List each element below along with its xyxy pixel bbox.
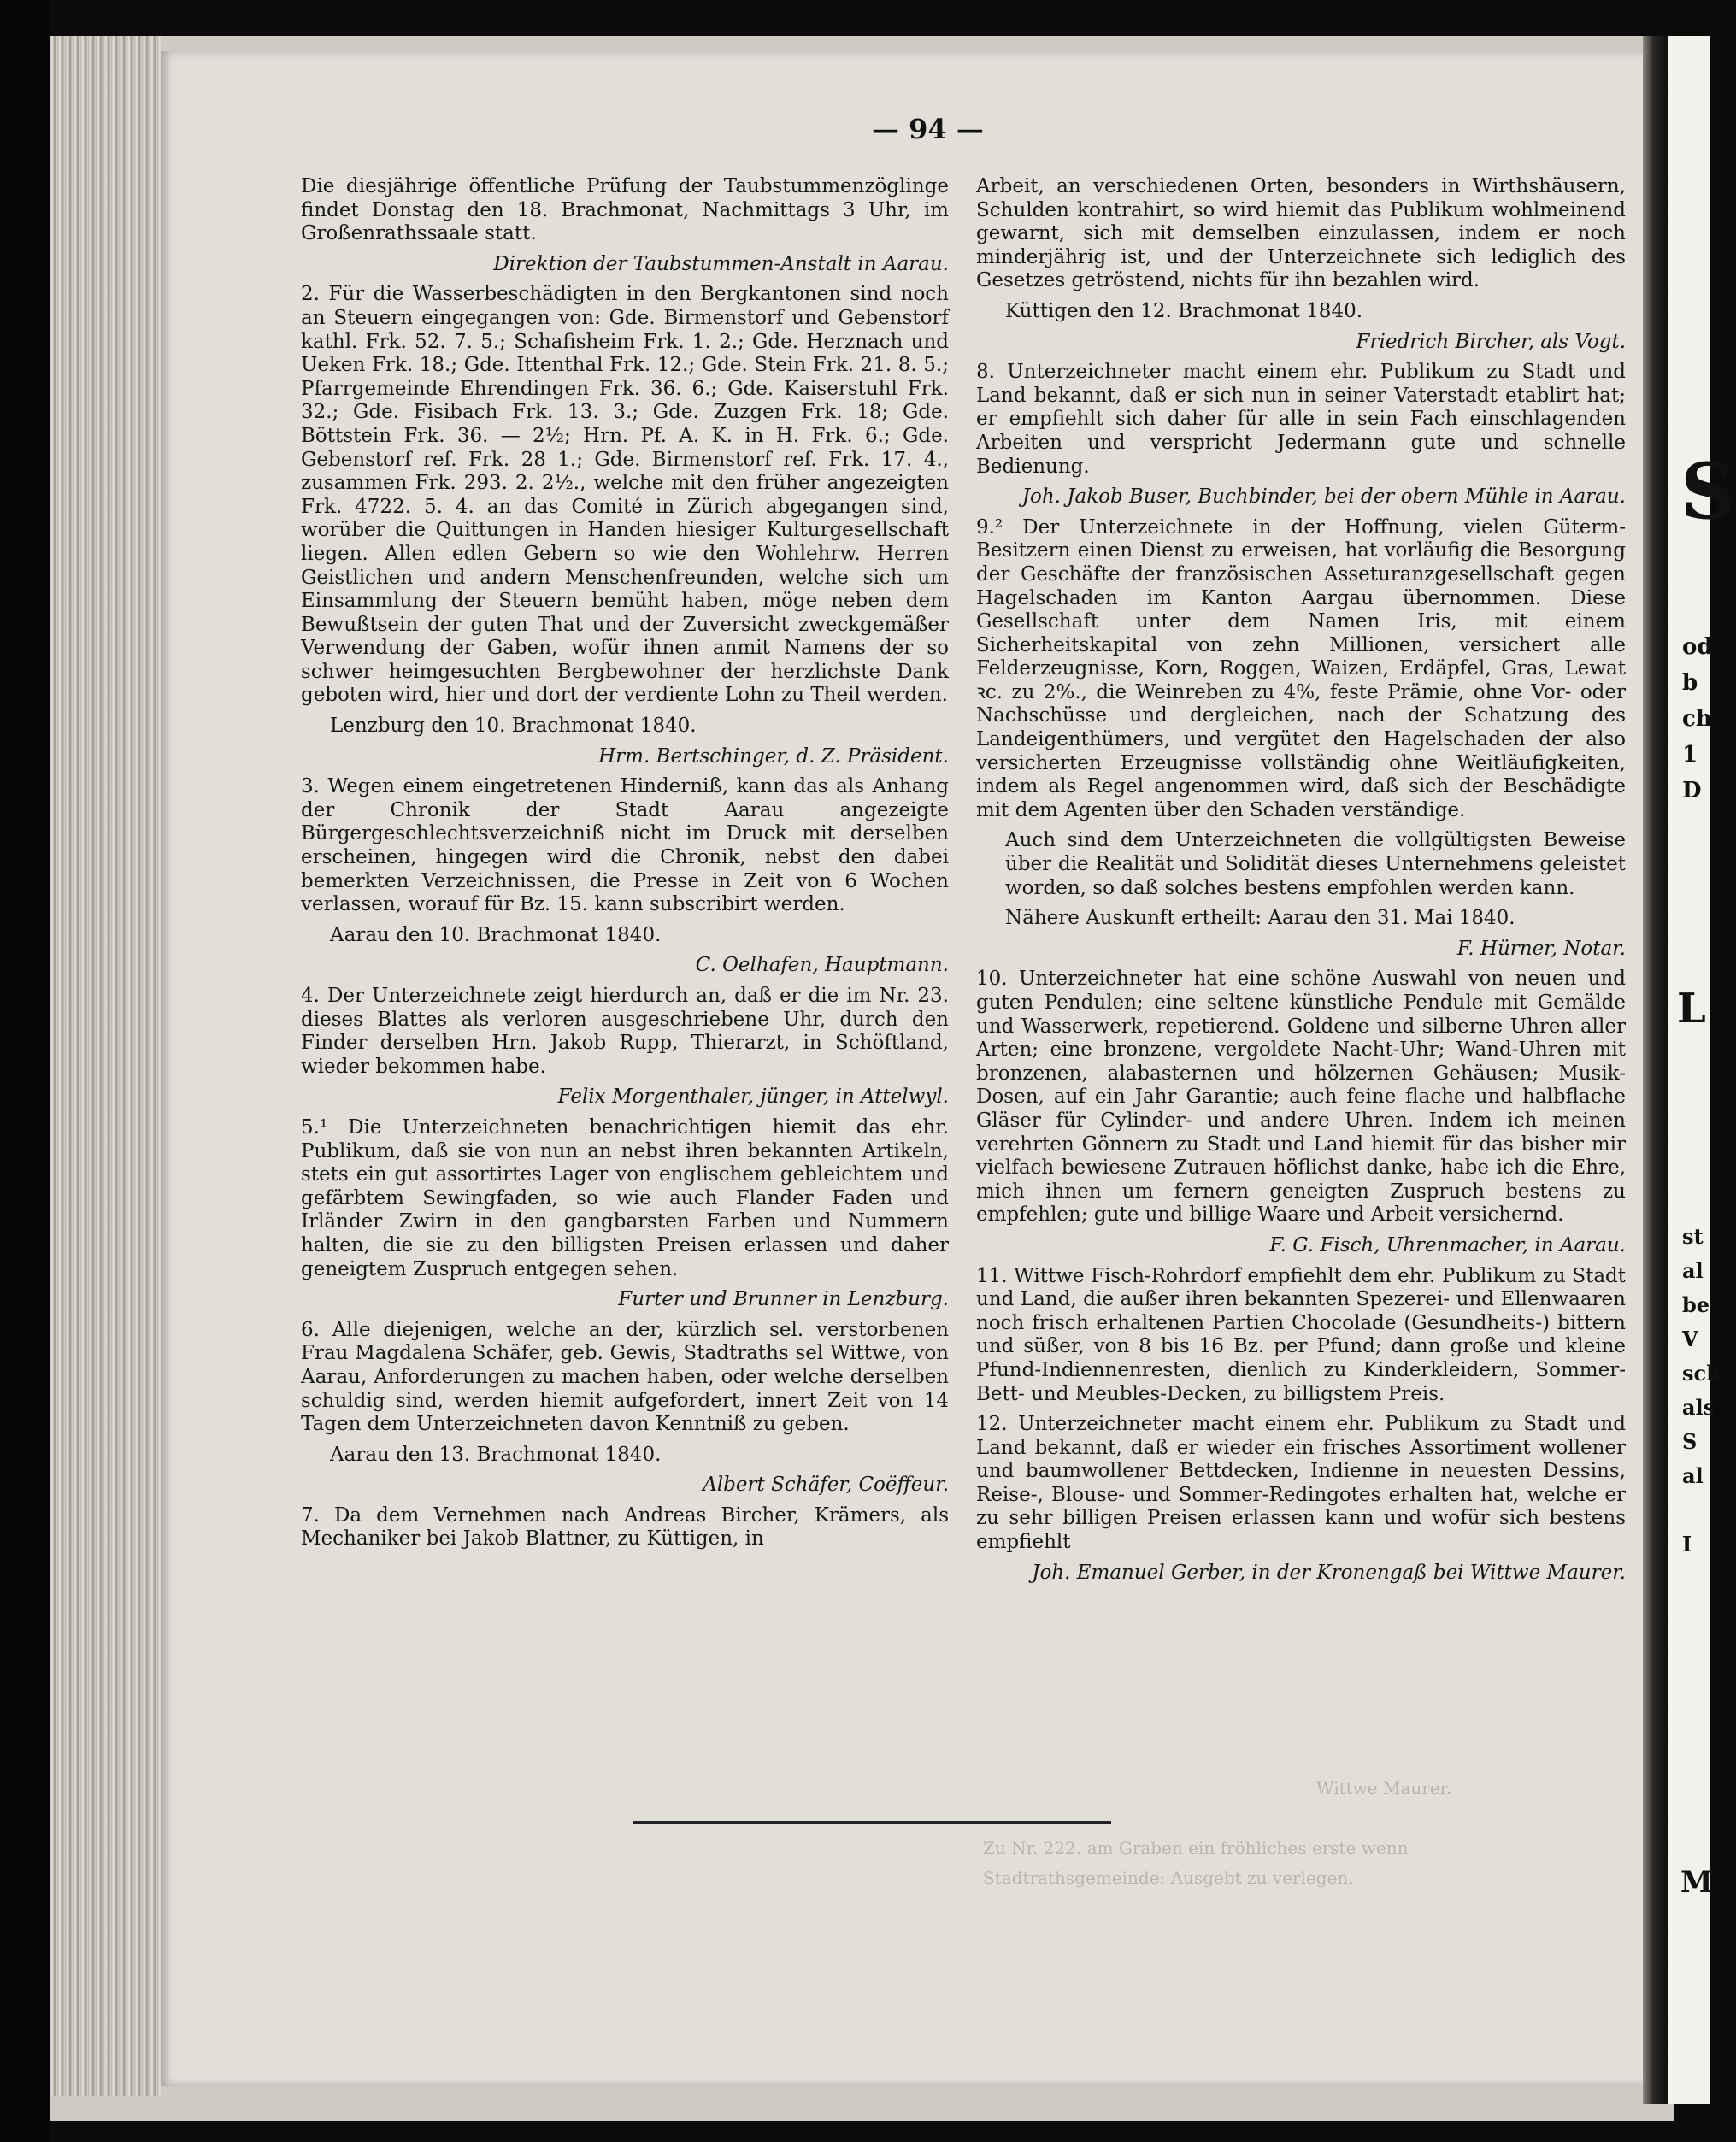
signature: C. Oelhafen, Hauptmann. (695, 954, 949, 977)
notice-8: 8. Unterzeichneter macht einem ehr. Publikum zu Stadt und Land bekannt, daß er sich nun in seiner Vaterstadt etablirt hat; er empfiehlt sich daher für alle in sein Fach einschlagenden Arbeiten und verspricht Jedermann gute und schnelle Bedienung. (976, 361, 1626, 478)
signature: Friedrich Bircher, als Vogt. (1356, 330, 1626, 353)
facing-page-letter: sch (1682, 1361, 1721, 1386)
dateline: Nähere Auskunft ertheilt: Aarau den 31. Mai 1840. (1005, 907, 1515, 930)
notice-7-continued: Arbeit, an verschiedenen Orten, besonders in Wirthshäusern, Schulden kontrahirt, so wird hiemit das Publikum wohlmeinend gewarnt, sich mit demselben einzulassen, indem er noch minderjährig ist, und der Unterzeichnete sich lediglich des Gesetzes getröstend, nichts für ihn bezahlen wird. (976, 175, 1626, 292)
signature: Joh. Emanuel Gerber, in der Kronengaß bei Wittwe Maurer. (1032, 1561, 1626, 1584)
facing-page-letter: be (1682, 1292, 1710, 1317)
page-number: — 94 — (872, 113, 984, 145)
facing-page-letter: als (1682, 1395, 1715, 1420)
facing-page-fragment (1668, 36, 1736, 2104)
notice-10: 10. Unterzeichneter hat eine schöne Auswahl von neuen und guten Pendulen; eine seltene künstliche Pendule mit Gemälde und Wasserwerk, repetierend. Goldene und silberne Uhren aller Arten; eine bronzene, vergoldete Nacht-Uhr; Wand-Uhren mit bronzenen, alabasternen und hölzernen Gehäusen; Musik-Dosen, auf ein Jahr Garantie; auch feine flache und halbflache Gläser für Cylinder- und andere Uhren. Indem ich meinen verehrten Gönnern zu Stadt und Land hiemit für das bisher mir vielfach bewiesene Zutrauen höflichst danke, habe ich die Ehre, mich ihnen um fernern geneigten Zuspruch bestens zu empfehlen; gute und billige Waare und Arbeit versichernd. (976, 968, 1626, 1227)
facing-page-letter: I (1682, 1532, 1692, 1556)
notice-exam: Die diesjährige öffentliche Prüfung der Taubstummenzöglinge findet Donstag den 18. Brachmonat, Nachmittags 3 Uhr, im Großenrathssaale statt. (301, 175, 949, 245)
facing-page-letter: ch (1682, 706, 1712, 732)
facing-page-letter: b (1682, 670, 1698, 696)
notice-9-addendum: Auch sind dem Unterzeichneten die vollgültigsten Beweise über die Realität und Solidität dieses Unternehmens geleistet worden, so daß solches bestens empfohlen werden kann. (1005, 829, 1626, 899)
facing-page-letter: D (1682, 778, 1702, 803)
facing-page-letter: od (1682, 634, 1713, 660)
book-gutter (1643, 36, 1668, 2104)
facing-page-letter: al (1682, 1463, 1704, 1488)
signature: F. G. Fisch, Uhrenmacher, in Aarau. (1269, 1233, 1626, 1256)
scan-border-left (0, 0, 50, 2142)
signature: Direktion der Taubstummen-Anstalt in Aarau. (493, 252, 949, 275)
notice-7: 7. Da dem Vernehmen nach Andreas Bircher, Krämers, als Mechaniker bei Jakob Blattner, zu Küttigen, in (301, 1504, 949, 1551)
facing-page-letter: M (1680, 1865, 1713, 1899)
notice-11: 11. Wittwe Fisch-Rohrdorf empfiehlt dem ehr. Publikum zu Stadt und Land, die außer ihren bekannten Spezerei- und Ellenwaaren noch frisch erhaltenen Partien Chocolade (Gesundheits-) bittern und süßer, von 8 bis 16 Bz. per Pfund; dann große und kleine Pfund-Indiennenresten, dienlich zu Kinderkleidern, Sommer-Bett- und Meubles-Decken, zu billigstem Preis. (976, 1264, 1626, 1405)
notice-9: 9.² Der Unterzeichnete in der Hoffnung, vielen Güterm-Besitzern einen Dienst zu erweisen, hat vorläufig die Besorgung der Geschäfte der französischen Asseturanzgesellschaft gegen Hagelschaden im Kanton Aargau übernommen. Diese Gesellschaft unter dem Namen Iris, mit einem Sicherheitskapital von zehn Millionen, versichert alle Felderzeugnisse, Korn, Roggen, Waizen, Erdäpfel, Gras, Lewat ꝛc. zu 2%., die Weinreben zu 4%, feste Prämie, ohne Vor- oder Nachschüsse und dergleichen, nach der Schatzung des Landeigenthümers, und vergütet den Hagelschaden der also versicherten Erzeugnisse vollständig ohne Weitläufigkeiten, indem als Regel angenommen wird, daß sich der Beschädigte mit dem Agenten über den Schaden verständige. (976, 515, 1626, 821)
facing-page-letter: S (1682, 1429, 1698, 1454)
bleed-through-text: Zu Nr. 222. am Graben ein fröhliches erste wenn (983, 1838, 1409, 1858)
dateline: Küttigen den 12. Brachmonat 1840. (1005, 299, 1363, 322)
dateline: Aarau den 10. Brachmonat 1840. (330, 923, 662, 946)
signature: Joh. Jakob Buser, Buchbinder, bei der obern Mühle in Aarau. (1021, 485, 1626, 509)
facing-page-letter: st (1682, 1224, 1704, 1249)
bleed-through-text: Wittwe Maurer. (1316, 1778, 1452, 1798)
dateline: Aarau den 13. Brachmonat 1840. (330, 1443, 662, 1466)
notice-12: 12. Unterzeichneter macht einem ehr. Publikum zu Stadt und Land bekannt, daß er wieder ein frisches Assortiment wollener und baumwollener Bettdecken, Indienne in neuesten Dessins, Reise-, Blouse- und Sommer-Redingotes erhalten hat, welche er zu sehr billigen Preisen erlassen kann und wofür sich bestens empfiehlt (976, 1413, 1626, 1554)
notice-5: 5.¹ Die Unterzeichneten benachrichtigen hiemit das ehr. Publikum, daß sie von nun an nebst ihren bekannten Artikeln, stets ein gut assortirtes Lager von englischem gebleichtem und gefärbtem Sewingfaden, so wie auch Flander Faden und Irländer Zwirn in den gangbarsten Farben und Nummern halten, die sie zu den billigsten Preisen erlassen und daher geneigtem Zuspruch entgegen sehen. (301, 1115, 949, 1280)
facing-page-letter: L (1677, 985, 1706, 1033)
signature: Furter und Brunner in Lenzburg. (618, 1288, 949, 1311)
page-stack-edges (50, 36, 161, 2096)
horizontal-rule (633, 1821, 1111, 1824)
notice-6: 6. Alle diejenigen, welche an der, kürzlich sel. verstorbenen Frau Magdalena Schäfer, geb. Gewis, Stadtraths sel Wittwe, von Aarau, Anforderungen zu machen haben, oder welche derselben schuldig sind, werden hiemit aufgefordert, innert Zeit von 14 Tagen dem Unterzeichneten davon Kenntniß zu geben. (301, 1318, 949, 1436)
facing-page-letter: V (1682, 1327, 1698, 1351)
signature: F. Hürner, Notar. (1456, 937, 1626, 960)
right-column (976, 175, 1626, 1592)
signature: Albert Schäfer, Coëffeur. (703, 1474, 949, 1497)
notice-3: 3. Wegen einem eingetretenen Hinderniß, kann das als Anhang der Chronik der Stadt Aarau angezeigte Bürgergeschlechtsverzeichniß nicht im Druck mit derselben erscheinen, hingegen wird die Chronik, nebst den dabei bemerkten Verzeichnissen, die Presse in Zeit von 6 Wochen verlassen, worauf für Bz. 15. kann subscribirt werden. (301, 775, 949, 916)
left-column (301, 175, 949, 1558)
facing-page-letter: 1 (1682, 742, 1698, 768)
bleed-through-text: Stadtrathsgemeinde: Ausgebt zu verlegen. (983, 1868, 1354, 1888)
signature: Hrm. Bertschinger, d. Z. Präsident. (598, 744, 949, 768)
signature: Felix Morgenthaler, jünger, in Attelwyl. (557, 1086, 949, 1109)
notice-4: 4. Der Unterzeichnete zeigt hierdurch an, daß er die im Nr. 23. dieses Blattes als verloren ausgeschriebene Uhr, durch den Finder derselben Hrn. Jakob Rupp, Thierarzt, in Schöftland, wieder bekommen habe. (301, 985, 949, 1078)
facing-page-letter: S (1680, 446, 1736, 537)
dateline: Lenzburg den 10. Brachmonat 1840. (330, 715, 697, 738)
notice-2: 2. Für die Wasserbeschädigten in den Bergkantonen sind noch an Steuern eingegangen von: Gde. Birmenstorf und Gebenstorf kathl. Frk. 52. 7. 5.; Schafisheim Frk. 1. 2.; Gde. Herznach und Ueken Frk. 18.; Gde. Ittenthal Frk. 12.; Gde. Stein Frk. 21. 8. 5.; Pfarrgemeinde Ehrendingen Frk. 36. 6.; Gde. Kaiserstuhl Frk. 32.; Gde. Fisibach Frk. 13. 3.; Gde. Zuzgen Frk. 18; Gde. Böttstein Frk. 36. — 2½; Hrn. Pf. A. K. in H. Frk. 6.; Gde. Gebenstorf ref. Frk. 28 1.; Gde. Birmenstorf ref. Frk. 17. 4., zusammen Frk. 293. 2. 2½., welche mit den früher angezeigten Frk. 4722. 5. 4. an das Comité in Zürich abgegangen sind, worüber die Quittungen in Handen hiesiger Kulturgesellschaft liegen. Allen edlen Gebern so wie den Wohlehrw. Herren Geistlichen und andern Menschenfreunden, welche sich um Einsammlung der Steuern bemüht haben, möge neben dem Bewußtsein der guten That und der Zuversicht zweckgemäßer Verwendung der Gaben, wofür ihnen anmit Namens der so schwer heimgesuchten Bergbewohner der herzlichste Dank geboten wird, hier und dort der verdiente Lohn zu Theil werden. (301, 283, 949, 707)
facing-page-letter: al (1682, 1258, 1704, 1283)
